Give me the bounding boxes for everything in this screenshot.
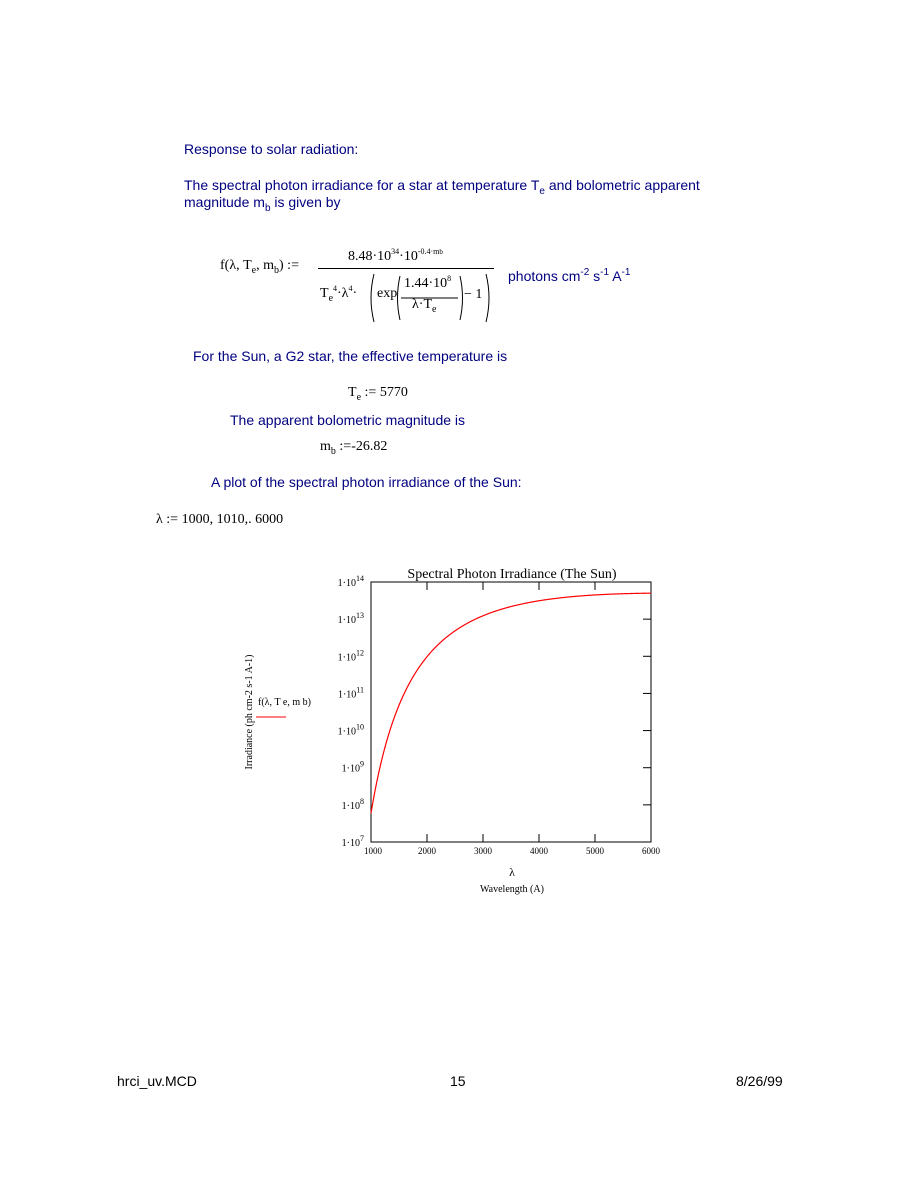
x-axis (364, 582, 661, 856)
chart-title: Spectral Photon Irradiance (The Sun) (407, 567, 617, 582)
formula-lhs: f(λ, $T_e$, $m_b$) := (220, 258, 299, 276)
te-definition: $T_e$ := 5770 (348, 385, 408, 403)
x-tick-label: 1000 (364, 846, 382, 856)
intro-line-2: magnitude $m_b$ is given by (184, 194, 341, 214)
formula-numerator: $8.48\cdot 10^{34}\cdot 10^{-0.4\cdot mb}$ (348, 247, 443, 264)
lambda-range: λ := 1000, 1010,. 6000 (156, 512, 284, 527)
y-tick-label: $1\cdot 10^{12}$ (337, 648, 364, 664)
footer-filename: hrci_uv.MCD (117, 1073, 197, 1089)
y-tick-label: $1\cdot 10^{13}$ (337, 611, 364, 627)
x-tick-label: 6000 (642, 846, 660, 856)
y-axis (338, 574, 651, 849)
exp-numerator: $1.44\cdot 10^8$ (404, 274, 452, 291)
heading: Response to solar radiation: (184, 141, 359, 157)
exp-denominator: $\lambda\cdot T_e$ (412, 297, 437, 315)
x-tick-label: 5000 (586, 846, 604, 856)
plot-text: A plot of the spectral photon irradiance of the Sun: (211, 474, 522, 490)
x-tick-label: 2000 (418, 846, 436, 856)
x-variable: λ (509, 865, 515, 879)
plot-area (371, 582, 651, 842)
intro-line-1: The spectral photon irradiance for a star at temperature $T_e$ and bolometric apparent (184, 177, 700, 197)
exp-label: exp (377, 286, 398, 301)
units-label: photons $cm^{-2}$ $s^{-1}$ $A^{-1}$ (508, 267, 631, 284)
minus-one: − 1 (464, 287, 483, 302)
legend-label: f(λ, T e, m b) (258, 697, 311, 708)
bolometric-text: The apparent bolometric magnitude is (230, 412, 466, 428)
series-line (371, 593, 651, 813)
y-tick-label: $1\cdot 10^8$ (341, 796, 364, 812)
formula-denominator: $T_e^4\cdot\lambda^4\cdot$ (320, 284, 358, 304)
y-tick-label: $1\cdot 10^9$ (341, 759, 364, 775)
y-tick-label: $1\cdot 10^{10}$ (337, 722, 364, 738)
x-axis-label: Wavelength (A) (480, 884, 544, 895)
sun-text: For the Sun, a G2 star, the effective temperature is (193, 348, 508, 364)
mb-definition: $m_b$ :=-26.82 (320, 439, 388, 457)
x-tick-label: 4000 (530, 846, 548, 856)
y-axis-label: Irradiance (ph cm-2 s-1 A-1) (244, 654, 255, 770)
y-tick-label: $1\cdot 10^7$ (341, 834, 364, 849)
x-tick-label: 3000 (474, 846, 492, 856)
y-tick-label: $1\cdot 10^{14}$ (337, 574, 364, 589)
footer-page-number: 15 (450, 1073, 466, 1089)
y-tick-label: $1\cdot 10^{11}$ (337, 685, 364, 701)
footer-date: 8/26/99 (736, 1073, 783, 1089)
